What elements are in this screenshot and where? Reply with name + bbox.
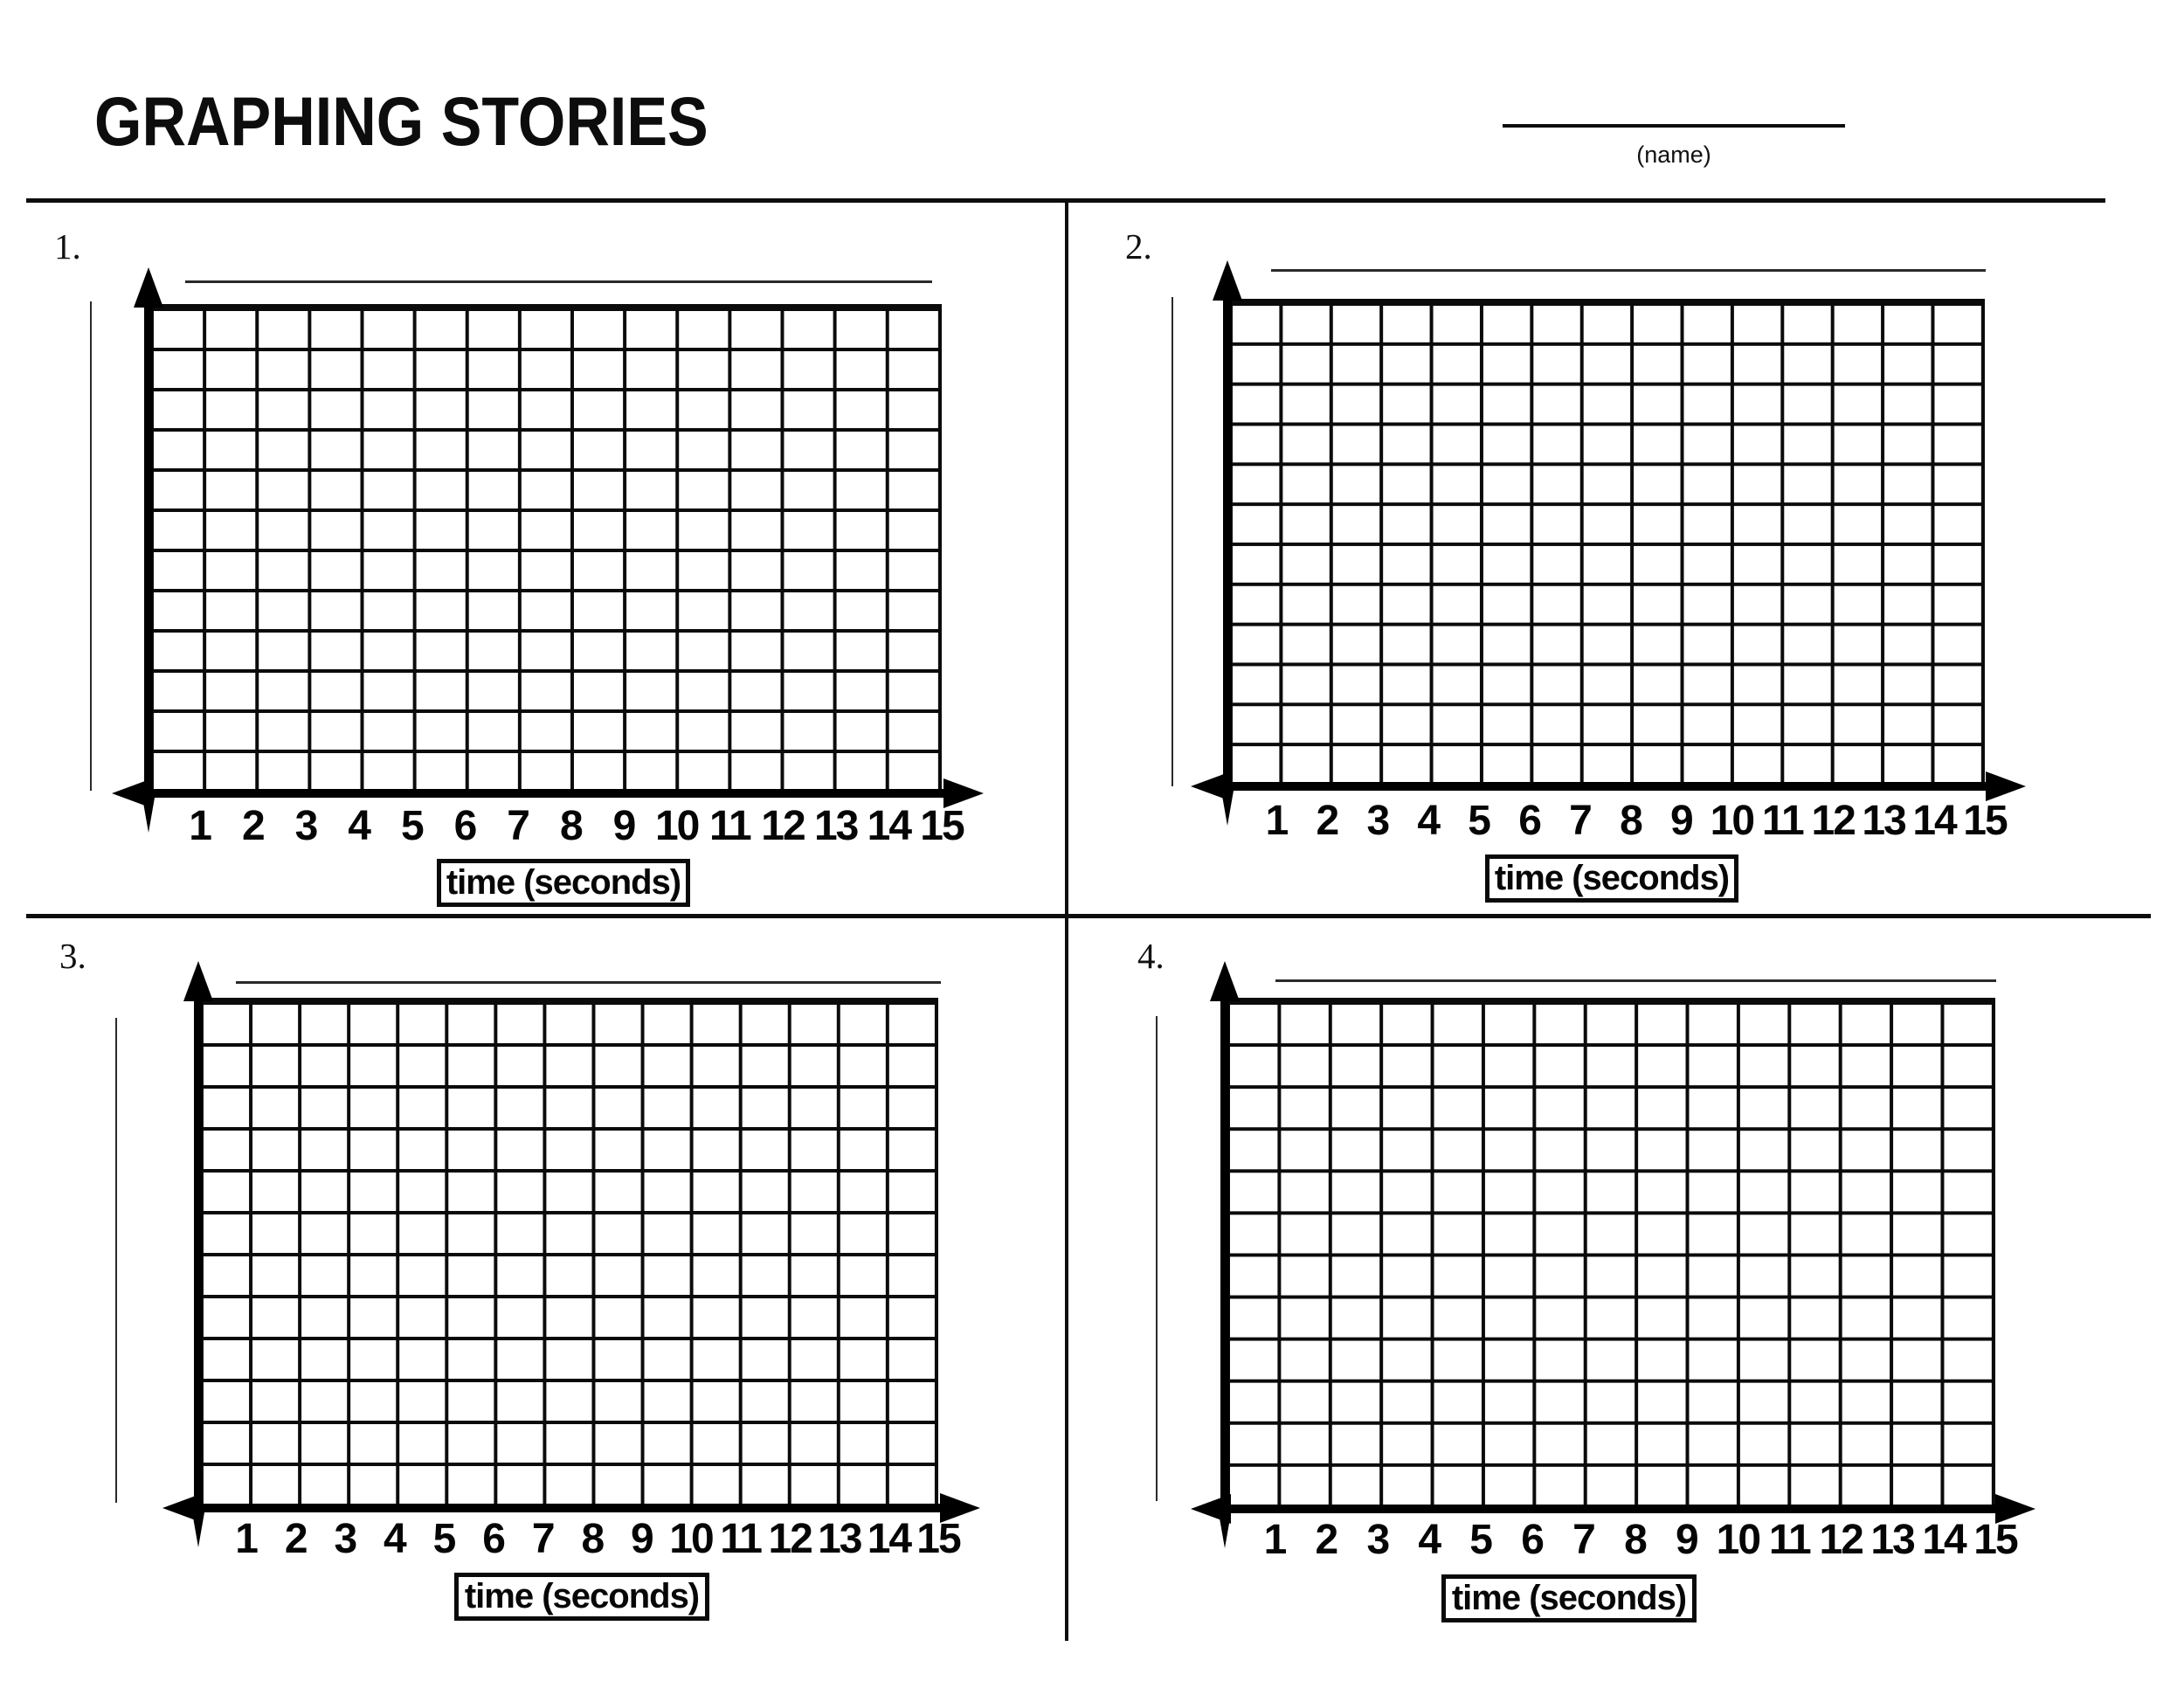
y-axis xyxy=(194,1000,203,1508)
x-tick-label: 10 xyxy=(654,803,699,849)
x-tick-label: 3 xyxy=(294,803,317,849)
x-tick-label: 8 xyxy=(581,1516,604,1562)
y-axis xyxy=(1223,299,1232,786)
x-tick-label: 11 xyxy=(720,1516,761,1562)
graph-title-blank-line xyxy=(1275,979,1996,982)
x-tick-label: 5 xyxy=(1468,798,1489,844)
graph-title-blank-line xyxy=(1271,269,1986,272)
x-tick-label: 9 xyxy=(1670,798,1692,844)
x-tick-label: 8 xyxy=(559,803,582,849)
x-tick-label: 1 xyxy=(1263,1517,1286,1563)
x-axis xyxy=(197,1504,945,1512)
x-tick-label: 6 xyxy=(1521,1517,1543,1563)
x-axis-label-box xyxy=(437,859,690,907)
x-tick-label: 3 xyxy=(1366,798,1389,844)
y-axis-label-blank-line xyxy=(1156,1016,1158,1501)
y-axis xyxy=(144,306,153,793)
x-tick-label: 3 xyxy=(334,1516,356,1562)
worksheet-title: GRAPHING STORIES xyxy=(94,83,708,160)
x-tick-label: 14 xyxy=(867,1516,911,1562)
x-tick-label: 9 xyxy=(612,803,635,849)
x-axis-label-box xyxy=(1441,1574,1697,1622)
y-axis-label-blank-line xyxy=(115,1018,117,1503)
x-tick-label: 10 xyxy=(1710,798,1754,844)
x-tick-label: 1 xyxy=(235,1516,257,1562)
x-axis-left-arrow xyxy=(112,778,152,808)
y-axis-label-blank-line xyxy=(1171,297,1173,786)
x-axis-label: time (seconds) xyxy=(464,1577,700,1615)
graph-grid xyxy=(1226,299,1985,786)
x-tick-label: 8 xyxy=(1620,798,1641,844)
x-tick-label: 11 xyxy=(708,803,750,849)
x-axis-right-arrow xyxy=(1986,771,2026,801)
x-axis-label-box xyxy=(1485,854,1738,903)
x-tick-label: 9 xyxy=(631,1516,653,1562)
x-axis-left-arrow xyxy=(162,1493,203,1523)
name-caption: (name) xyxy=(1636,142,1711,168)
x-tick-label: 12 xyxy=(761,803,805,849)
x-tick-label: 10 xyxy=(1716,1517,1760,1563)
x-tick-label: 6 xyxy=(482,1516,504,1562)
x-tick-label: 5 xyxy=(400,803,423,849)
x-tick-label: 12 xyxy=(768,1516,812,1562)
x-tick-label: 15 xyxy=(1963,798,2007,844)
x-tick-label: 4 xyxy=(384,1516,405,1562)
x-tick-label: 2 xyxy=(1316,798,1338,844)
panel-number-label: 4. xyxy=(1137,936,1165,976)
vertical-divider xyxy=(1065,200,1068,1641)
panel-number-label: 3. xyxy=(59,936,86,976)
graph-title-blank-line xyxy=(185,280,932,283)
x-tick-label: 7 xyxy=(1572,1517,1594,1563)
panel-number-label: 1. xyxy=(54,226,81,266)
x-tick-label: 8 xyxy=(1624,1517,1646,1563)
x-tick-label: 14 xyxy=(1912,798,1956,844)
x-tick-label: 4 xyxy=(1418,1517,1441,1563)
horizontal-divider xyxy=(26,914,2151,918)
x-tick-label: 14 xyxy=(1922,1517,1966,1563)
panel-number-label: 2. xyxy=(1125,226,1152,266)
x-tick-label: 13 xyxy=(1862,798,1905,844)
x-tick-label: 12 xyxy=(1819,1517,1863,1563)
x-axis-label: time (seconds) xyxy=(446,863,681,902)
x-axis-label: time (seconds) xyxy=(1451,1579,1687,1617)
x-tick-label: 5 xyxy=(432,1516,455,1562)
x-tick-label: 1 xyxy=(189,803,211,849)
x-tick-label: 15 xyxy=(1973,1517,2017,1563)
x-tick-label: 1 xyxy=(1265,798,1288,844)
graph-grid xyxy=(147,304,942,793)
x-tick-label: 13 xyxy=(1870,1517,1914,1563)
x-tick-label: 6 xyxy=(1518,798,1540,844)
x-tick-label: 13 xyxy=(813,803,858,849)
x-tick-label: 6 xyxy=(453,803,476,849)
y-axis-up-arrow xyxy=(1210,961,1240,1001)
x-tick-label: 11 xyxy=(1768,1517,1810,1563)
x-axis xyxy=(1226,1505,2001,1513)
x-axis-left-arrow xyxy=(1191,1494,1231,1524)
x-tick-label: 12 xyxy=(1811,798,1855,844)
x-tick-label: 11 xyxy=(1761,798,1803,844)
y-axis-up-arrow xyxy=(134,267,163,308)
x-tick-label: 3 xyxy=(1366,1517,1389,1563)
x-tick-label: 15 xyxy=(920,803,964,849)
x-tick-label: 2 xyxy=(284,1516,307,1562)
x-tick-label: 15 xyxy=(916,1516,960,1562)
y-axis-label-blank-line xyxy=(90,301,92,791)
x-tick-label: 7 xyxy=(1569,798,1591,844)
x-axis-label-box xyxy=(454,1573,709,1621)
graph-grid xyxy=(1223,998,1995,1509)
graph-grid xyxy=(197,998,938,1508)
y-axis xyxy=(1220,1000,1229,1509)
x-axis-label: time (seconds) xyxy=(1494,859,1730,897)
x-tick-label: 7 xyxy=(531,1516,554,1562)
x-tick-label: 5 xyxy=(1469,1517,1491,1563)
x-tick-label: 4 xyxy=(348,803,370,849)
x-tick-label: 4 xyxy=(1417,798,1440,844)
y-axis-up-arrow xyxy=(1213,260,1242,301)
x-tick-label: 7 xyxy=(507,803,529,849)
x-axis xyxy=(1226,782,1991,791)
x-tick-label: 13 xyxy=(818,1516,861,1562)
x-tick-label: 9 xyxy=(1676,1517,1697,1563)
x-tick-label: 14 xyxy=(867,803,911,849)
x-axis xyxy=(147,789,949,798)
y-axis-up-arrow xyxy=(183,961,213,1001)
x-axis-left-arrow xyxy=(1191,771,1231,801)
x-tick-label: 10 xyxy=(669,1516,713,1562)
x-tick-label: 2 xyxy=(241,803,264,849)
graph-title-blank-line xyxy=(236,981,941,984)
x-tick-label: 2 xyxy=(1315,1517,1337,1563)
name-blank-line xyxy=(1503,124,1845,128)
